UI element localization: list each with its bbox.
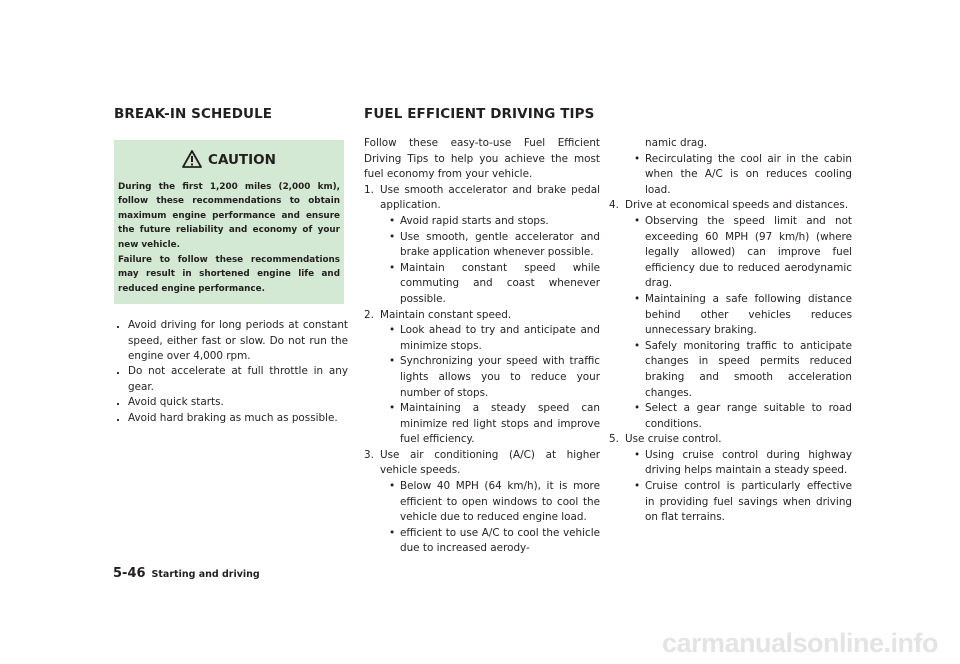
caution-box [114,140,344,304]
tip-text: Drive at economical speeds and distances. [625,199,849,212]
tip-sub-item: • Cruise control is particularly effective in providing fuel savings when driving on flat terrains. [634,480,852,524]
tip-number: 5. [609,433,619,446]
tip-sub-text: Maintaining a steady speed can minimize red light stops and improve fuel efficiency. [400,402,600,446]
tip-sub-text: Synchronizing your speed with traffic lights allows you to reduce your number of stops. [400,355,600,399]
tip-sub-item: • efficient to use A/C to cool the vehicle due to increased aerody- [389,526,600,555]
list-item-text: Avoid driving for long periods at constant speed, either fast or slow. Do not run the engine over 4,000 rpm. [128,319,348,363]
tip-sub-item: • Recirculating the cool air in the cabin when the A/C is on reduces cooling load. [634,152,852,196]
tip-item [609,198,852,214]
warning-triangle-icon [182,150,202,172]
tip-text: Use air conditioning (A/C) at higher vehicle speeds. [380,448,600,477]
page-number: 5-46 [113,566,146,581]
tip-item [364,308,600,324]
tip-sub-item: • Use smooth, gentle accelerator and brake application whenever possible. [389,230,600,259]
list-item-text: Avoid quick starts. [128,396,224,408]
tip-sub-item: • Select a gear range suitable to road conditions. [634,402,852,430]
tip-sub-item: • Look ahead to try and anticipate and minimize stops. [389,324,600,352]
tip-sub-item: • Avoid rapid starts and stops. [389,214,549,227]
tip-item [609,432,852,448]
tip-sub-item: • Observing the speed limit and not exceeding 60 MPH (97 km/h) (where legally allowed) can improve fuel efficiency due to reduced aerodynamic drag. [634,214,852,290]
list-item: . Avoid driving for long periods at constant speed, either fast or slow. Do not run the engine over 4,000 rpm. [116,319,348,363]
section-heading-fuel-tips: FUEL EFFICIENT DRIVING TIPS [364,106,595,122]
tip-text: Use cruise control. [625,433,722,446]
tip-item [364,183,600,214]
tip-sub-text: Using cruise control during highway driving helps maintain a steady speed. [645,448,852,477]
section-heading-break-in: BREAK-IN SCHEDULE [114,106,273,122]
tip-sub-text: Use smooth, gentle accelerator and brake application whenever possible. [400,230,600,259]
tip-sub-text: Observing the speed limit and not exceeding 60 MPH (97 km/h) (where legally allowed) can improve fuel efficiency due to reduced aerodynamic drag. [645,214,852,290]
tip-sub-text: efficient to use A/C to cool the vehicle due to increased aerody- [400,526,600,555]
tip-sub-text: Safely monitoring traffic to anticipate changes in speed permits reduced braking and smooth acceleration changes. [645,339,852,399]
tip-number: 3. [364,448,374,461]
tip-text: Maintain constant speed. [380,308,512,321]
caution-paragraph: During the first 1,200 miles (2,000 km), follow these recommendations to obtain maximum engine performance and ensure the future reliability and economy of your new vehicle. [118,182,340,250]
caution-title: CAUTION [208,152,276,168]
tip-sub-item: • Using cruise control during highway driving helps maintain a steady speed. [634,448,852,477]
list-item-text: Avoid hard braking as much as possible. [128,412,338,424]
tip-sub-text: Recirculating the cool air in the cabin when the A/C is on reduces cooling load. [645,152,852,196]
tip-sub-text: Cruise control is particularly effective in providing fuel savings when driving on flat terrains. [645,480,852,524]
tip-sub-text: Maintaining a safe following distance behind other vehicles reduces unnecessary braking. [645,292,852,337]
tip-number: 4. [609,199,619,212]
list-item-text: Do not accelerate at full throttle in any gear. [128,365,348,393]
tip-number: 2. [364,308,374,321]
intro-paragraph: Follow these easy-to-use Fuel Efficient Driving Tips to help you achieve the most fuel economy from your vehicle. [364,137,600,181]
tip-sub-text: Below 40 MPH (64 km/h), it is more efficient to open windows to cool the vehicle due to reduced engine load. [400,480,600,524]
watermark: carmanualsonline.info [661,628,938,658]
list-item: . Avoid quick starts. [116,396,224,408]
tip-sub-item: • Below 40 MPH (64 km/h), it is more efficient to open windows to cool the vehicle due to reduced engine load. [389,480,600,524]
tip-text: Use smooth accelerator and brake pedal application. [380,183,600,212]
list-item: . Do not accelerate at full throttle in any gear. [116,365,348,393]
fuel-tips-column-1 [364,136,600,557]
list-item: . Avoid hard braking as much as possible. [116,412,338,424]
footer-section-name: Starting and driving [151,569,260,580]
tip-sub-item: • Maintaining a safe following distance behind other vehicles reduces unnecessary braking. [634,292,852,337]
tip-sub-item: • Synchronizing your speed with traffic lights allows you to reduce your number of stops. [389,355,600,399]
tip-number: 1. [364,183,374,196]
caution-title-row [114,150,344,172]
tip-sub-continuation: namic drag. [645,137,708,149]
tip-sub-item: • Safely monitoring traffic to anticipate changes in speed permits reduced braking and smooth acceleration changes. [634,339,852,399]
tip-sub-text: Maintain constant speed while commuting and coast whenever possible. [400,261,600,305]
tip-item [364,448,600,479]
tip-sub-item: • Maintain constant speed while commuting and coast whenever possible. [389,261,600,305]
fuel-tips-column-2 [609,136,852,526]
tip-sub-text: Select a gear range suitable to road conditions. [645,402,852,430]
tip-sub-text: Look ahead to try and anticipate and minimize stops. [400,324,600,352]
tip-sub-item: • Maintaining a steady speed can minimize red light stops and improve fuel efficiency. [389,402,600,446]
tip-sub-text: Avoid rapid starts and stops. [400,214,549,227]
caution-paragraph: Failure to follow these recommendations may result in shortened engine life and reduced engine performance. [118,255,340,294]
page-footer [113,562,260,581]
